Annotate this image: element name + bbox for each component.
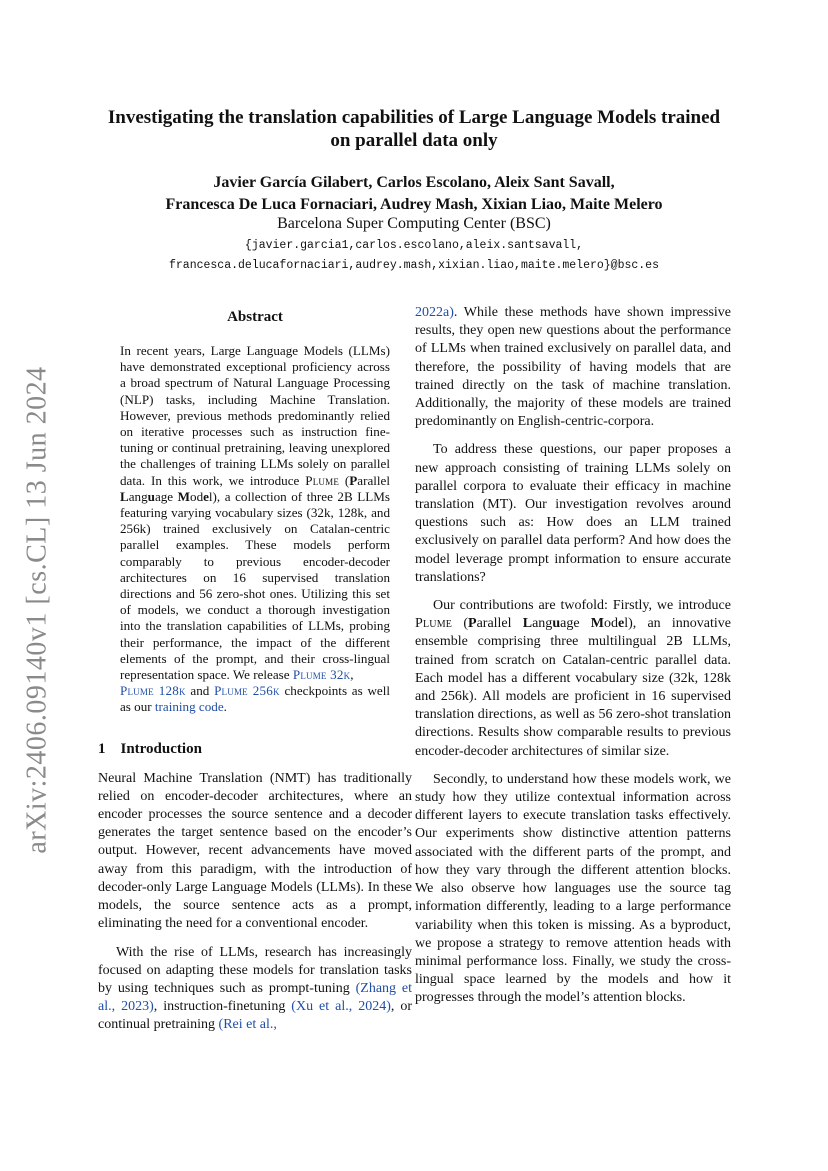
acronym-letter: M: [177, 488, 191, 504]
abstract-text: In recent years, Large Language Models (LLMs) have demonstrated exceptional proficiency across a broad spectrum of Natural Language Processing (NLP) tasks, including Machine Translation. However, previous methods predominantly relied on iterative processes such as instruction fine-tuning or continual pretraining, leaving unexplored the challenges of training LLMs solely on parallel data. In this work, we introduce: [120, 343, 390, 488]
intro-text: With the rise of LLMs, research has increasingly focused on adapting these models for translation tasks by using techniques such as prompt-tuning: [98, 944, 412, 996]
abstract-text: age: [154, 488, 178, 504]
plume-256k-link[interactable]: Plume 256k: [214, 683, 280, 699]
plume-name: Plume: [305, 472, 340, 488]
intro-text: , instruction-finetuning: [153, 999, 292, 1015]
intro-text: , or continual pretraining: [98, 999, 412, 1033]
acronym-letter: M: [590, 616, 604, 632]
citation-link[interactable]: (Xu et al., 2024): [291, 999, 391, 1015]
arxiv-identifier: arXiv:2406.09140v1 [cs.CL] 13 Jun 2024: [22, 366, 53, 854]
acronym-letter: L: [120, 488, 129, 504]
abstract-heading: Abstract: [227, 309, 283, 325]
abstract-text: checkpoints as well as our: [120, 683, 390, 715]
intro-paragraph: [98, 944, 412, 1035]
plume-name: Plume: [415, 616, 453, 632]
right-paragraph: [415, 597, 731, 761]
acronym-letter: e: [203, 488, 209, 504]
abstract-text: .: [223, 699, 227, 715]
section-title: Introduction: [120, 740, 202, 757]
right-text: ang: [532, 616, 553, 632]
abstract-text: arallel: [357, 472, 390, 488]
right-paragraph: [415, 304, 731, 431]
abstract-text: and: [185, 683, 215, 699]
abstract-body: [98, 343, 412, 716]
paper-title: Investigating the translation capabilities of Large Language Models trained on parallel data only: [107, 107, 721, 151]
left-column: [98, 300, 412, 1045]
abstract-text: ang: [128, 488, 148, 504]
training-code-link[interactable]: training code: [154, 699, 224, 715]
abstract-text: l), a collection of three 2B LLMs featuring varying vocabulary sizes (32k, 128k, and 256k) trained exclusively on Catalan-centric parallel examples. These models perform comparably to previous encoder-decoder architectures on 16 supervised translation directions and 56 zero-shot ones. Utilizing this set of models, we conduct a thorough investigation into the translation capabilities of LLMs, probing their performance, the impact of the different elements of the prompt, and their cross-lingual representation space. We release: [120, 488, 390, 683]
right-text: Secondly, to understand how these models work, we study how they utilize contextual information across different layers to execute translation tasks effectively. Our experiments show distinctive attention patterns associated with the different parts of the prompt, and how they vary through the different attention blocks. We also observe how languages use the source tag information differently, leading to a large performance variability when this token is missing. As a byproduct, we propose a strategy to remove attention heads with minimal performance loss. Finally, we study the cross-lingual space learned by the models and how it progresses through the model’s attention blocks.: [415, 771, 731, 1006]
citation-link[interactable]: (Rei et al.,: [218, 1017, 277, 1033]
right-text: l), an innovative ensemble comprising three multilingual 2B LLMs, trained from scratch on Catalan-centric parallel data. Each model has a different vocabulary size (32k, 128k and 256k). All models are proficient in 16 supervised translation directions, as well as 56 zero-shot translation directions. Results show comparable results to previous encoder-decoder architectures of similar size.: [415, 616, 731, 759]
author-emails: {javier.garcia1,carlos.escolano,aleix.santsavall, francesca.delucafornaciari,audrey.mash,xixian.liao,maite.melero}@bsc.es: [169, 239, 659, 272]
right-text: (: [452, 616, 468, 632]
acronym-letter: P: [468, 616, 477, 632]
section-number: 1: [98, 740, 106, 757]
acronym-letter: u: [147, 488, 155, 504]
plume-32k-link[interactable]: Plume 32k: [292, 667, 351, 683]
acronym-letter: u: [552, 616, 561, 632]
right-text: age: [560, 616, 591, 632]
abstract-text: (: [339, 472, 350, 488]
right-text: To address these questions, our paper proposes a new approach consisting of training LLMs solely on parallel corpora to evaluate their efficacy in machine translation (MT). Our investigation revolves around questions such as: How does an LLM trained exclusively on parallel data perform? And how does the model leverage prompt information to ensure accurate translations?: [415, 442, 731, 585]
author-affiliation: Barcelona Super Computing Center (BSC): [277, 215, 551, 232]
acronym-letter: P: [349, 472, 358, 488]
citation-link[interactable]: 2022a): [415, 305, 454, 320]
right-text: arallel: [476, 616, 523, 632]
right-column: [415, 304, 731, 1018]
right-text: od: [603, 616, 618, 632]
introduction-heading: [98, 740, 412, 758]
abstract-text: od: [190, 488, 204, 504]
acronym-letter: L: [522, 616, 533, 632]
right-paragraph: [415, 441, 731, 587]
plume-128k-link[interactable]: Plume 128k: [120, 683, 186, 699]
arxiv-side-stamp: [18, 366, 58, 854]
right-paragraph: [415, 771, 731, 1008]
citation-link[interactable]: (Zhang et al., 2023): [98, 980, 413, 1015]
intro-paragraph: Neural Machine Translation (NMT) has traditionally relied on encoder-decoder architectures, where an encoder processes the source sentence and a decoder generates the target sentence based on the encoder’s output. However, recent advancements have moved away from this paradigm, with the introduction of decoder-only Large Language Models (LLMs). In these models, the source sentence acts as a prompt, eliminating the need for a conventional encoder.: [98, 770, 412, 932]
right-text: . While these methods have shown impressive results, they open new questions about the performance of LLMs when trained exclusively on parallel data, and therefore, the possibility of having models that are trained directly on the task of machine translation. Additionally, the majority of these models are trained predominantly on English-centric-corpora.: [415, 305, 731, 430]
abstract-text: ,: [350, 667, 354, 683]
right-text: Our contributions are twofold: Firstly, we introduce: [433, 598, 731, 614]
author-list: Javier García Gilabert, Carlos Escolano, Aleix Sant Savall, Francesca De Luca Fornaciari, Audrey Mash, Xixian Liao, Maite Melero: [165, 174, 663, 213]
acronym-letter: e: [617, 616, 625, 632]
